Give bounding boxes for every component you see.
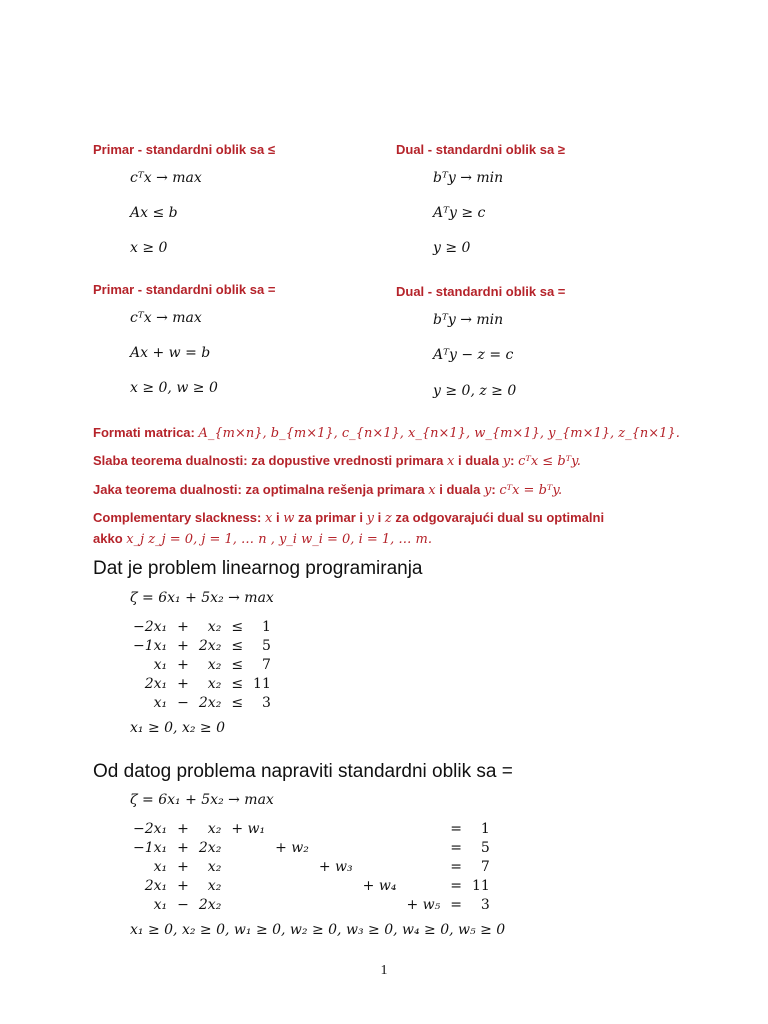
dual-standard-eq-header: Dual - standardni oblik sa = — [396, 284, 566, 299]
standard-constraints-table — [128, 820, 495, 915]
standard-form-heading: Od datog problema napraviti standardni oblik sa = — [93, 761, 513, 782]
constraint-row: x₁ − 2x₂ ≤ 3 — [153, 695, 271, 711]
constraint-row: −2x₁ + x₂ ≤ 1 — [133, 619, 271, 635]
weak-duality-note: Slaba teorema dualnosti: za dopustive vrednosti primara x i duala y: cᵀx ≤ bᵀy. — [93, 453, 581, 469]
primal-eq-constraint: Ax + w = b — [130, 345, 211, 361]
problem-nonneg: x₁ ≥ 0, x₂ ≥ 0 — [130, 720, 225, 736]
dual-objective: bᵀy → min — [433, 170, 504, 186]
page-number: 1 — [380, 963, 388, 978]
standard-row: x₁ + x₂ + w₃ = 7 — [153, 859, 490, 875]
dual-constraint: Aᵀy ≥ c — [433, 205, 486, 221]
dual-nonneg: y ≥ 0 — [433, 240, 471, 256]
primal-standard-le-header: Primar - standardni oblik sa ≤ — [93, 142, 275, 157]
problem-constraints-table — [128, 618, 276, 713]
standard-row: x₁ − 2x₂ + w₅ = 3 — [153, 897, 490, 913]
constraint-row: −1x₁ + 2x₂ ≤ 5 — [133, 638, 271, 654]
dual-standard-ge-header: Dual - standardni oblik sa ≥ — [396, 142, 565, 157]
standard-row: −2x₁ + x₂ + w₁ = 1 — [133, 821, 490, 837]
matrix-formats-note: Formati matrica: A_{m×n}, b_{m×1}, c_{n×1}, x_{n×1}, w_{m×1}, y_{m×1}, z_{n×1}. — [93, 425, 680, 441]
complementary-slackness-note: Complementary slackness: x i w za primar i y i z za odgovarajući dual su optimalni akko x_j z_j = 0, j = 1, … n , y_i w_i = 0, i = 1, … m. — [93, 510, 605, 547]
primal-nonneg: x ≥ 0 — [130, 240, 168, 256]
standard-row: −1x₁ + 2x₂ + w₂ = 5 — [133, 840, 490, 856]
problem-heading: Dat je problem linearnog programiranja — [93, 558, 423, 579]
primal-constraint: Ax ≤ b — [130, 205, 178, 221]
dual-eq-objective: bᵀy → min — [433, 312, 504, 328]
standard-row: 2x₁ + x₂ + w₄ = 11 — [144, 878, 490, 894]
primal-objective: cᵀx → max — [130, 170, 202, 186]
primal-eq-objective: cᵀx → max — [130, 310, 202, 326]
primal-eq-nonneg: x ≥ 0, w ≥ 0 — [130, 380, 218, 396]
standard-objective: ζ = 6x₁ + 5x₂ → max — [130, 792, 274, 808]
constraint-row: x₁ + x₂ ≤ 7 — [153, 657, 271, 673]
problem-objective: ζ = 6x₁ + 5x₂ → max — [130, 590, 274, 606]
dual-eq-constraint: Aᵀy − z = c — [433, 347, 514, 363]
constraint-row: 2x₁ + x₂ ≤ 11 — [144, 676, 271, 692]
standard-nonneg: x₁ ≥ 0, x₂ ≥ 0, w₁ ≥ 0, w₂ ≥ 0, w₃ ≥ 0, w₄ ≥ 0, w₅ ≥ 0 — [130, 922, 506, 938]
primal-standard-eq-header: Primar - standardni oblik sa = — [93, 282, 276, 297]
dual-eq-nonneg: y ≥ 0, z ≥ 0 — [433, 383, 517, 399]
strong-duality-note: Jaka teorema dualnosti: za optimalna rešenja primara x i duala y: cᵀx = bᵀy. — [93, 482, 563, 498]
